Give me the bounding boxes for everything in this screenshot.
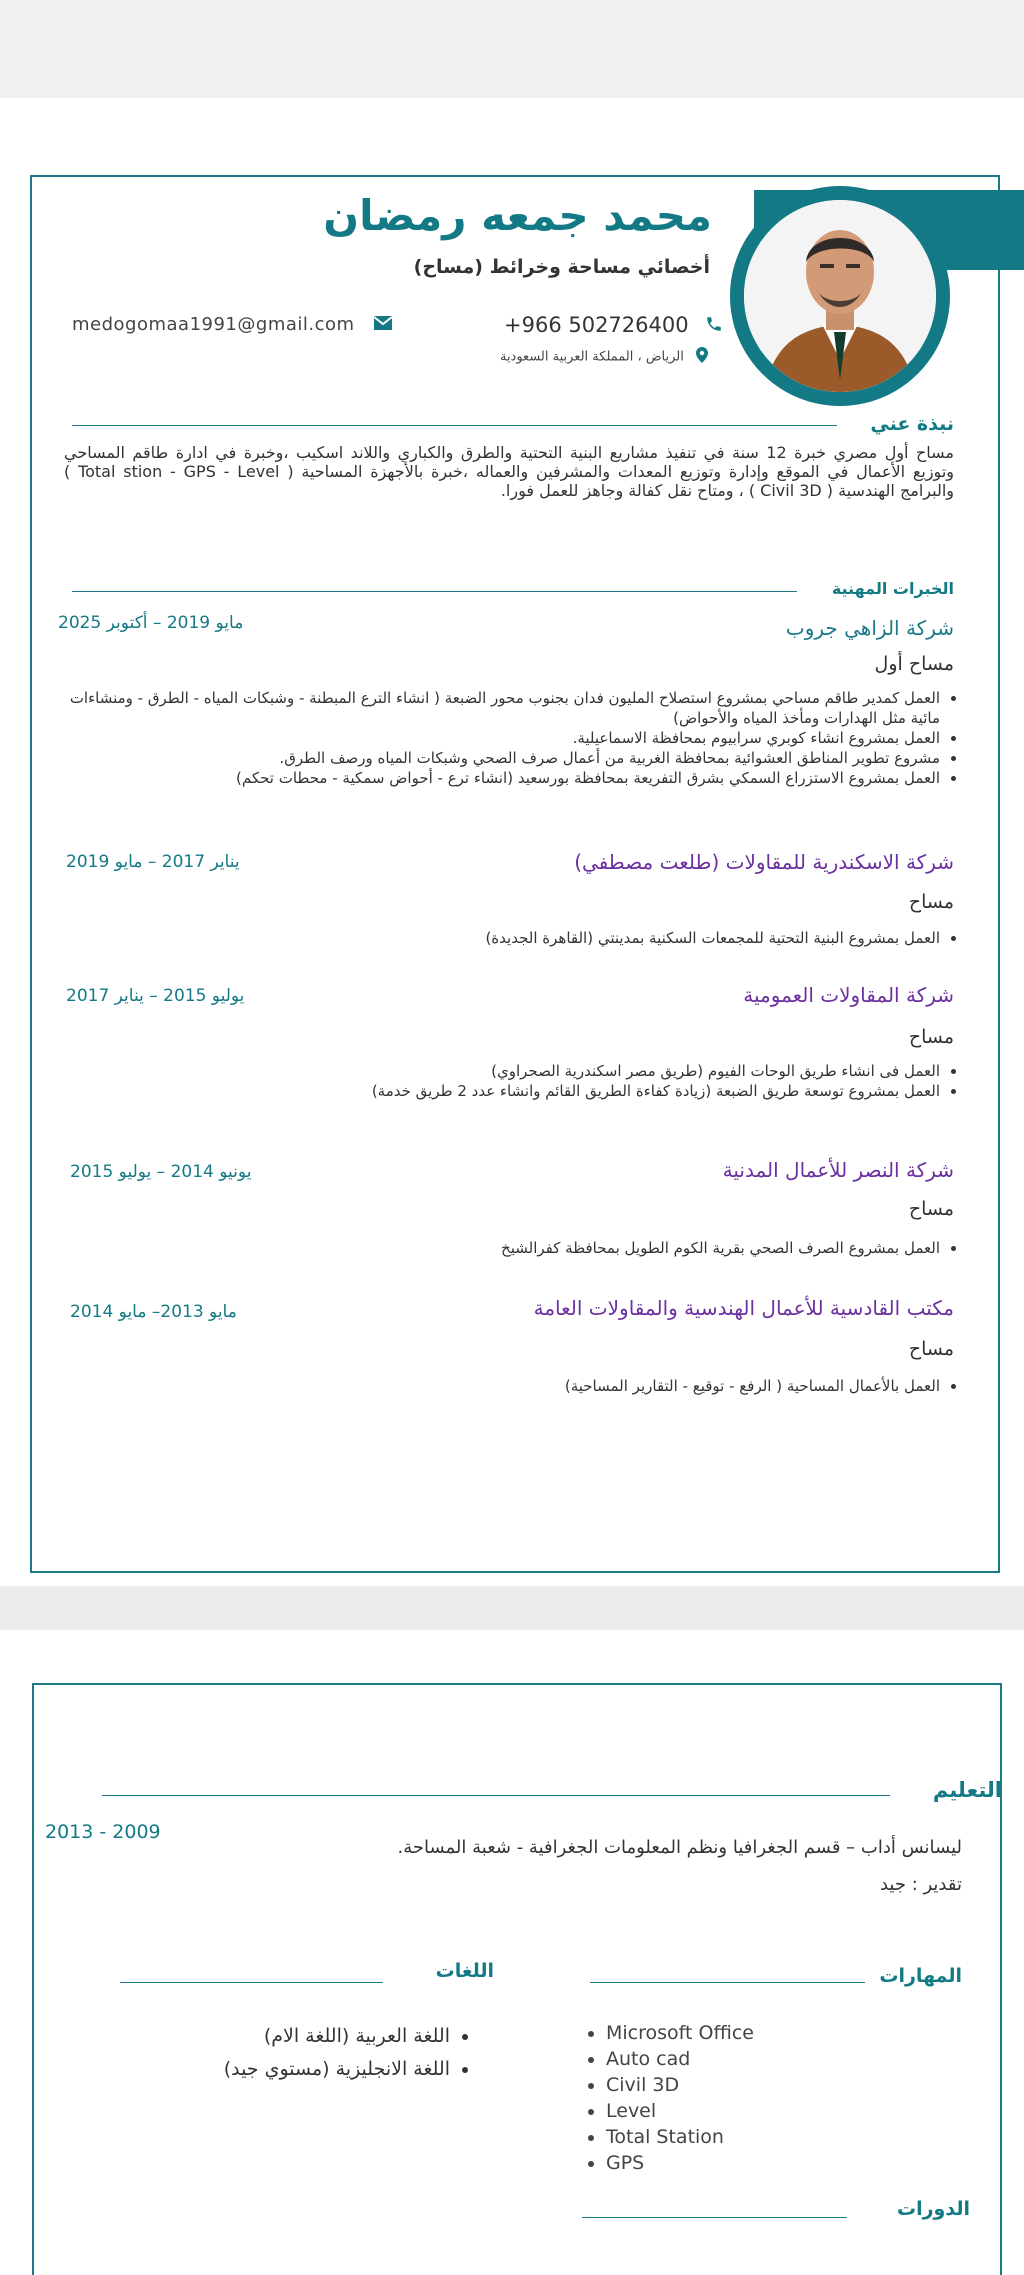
job-dates: مايو 2019 – أكتوبر 2025: [58, 613, 244, 633]
education-dates: 2013 - 2009: [45, 1821, 161, 1843]
job-company: شركة النصر للأعمال المدنية: [722, 1158, 954, 1182]
skill-item: • Level: [606, 2098, 754, 2124]
skill-item: • GPS: [606, 2150, 754, 2176]
viewer-background-top: [0, 0, 1024, 98]
phone-contact: [504, 313, 723, 338]
list-item: • العمل بمشروع البنية التحتية للمجمعات السكنية بمدينتي (القاهرة الجديدة): [80, 928, 940, 948]
job-role: مساح: [908, 1338, 954, 1360]
job-title: أخصائي مساحة وخرائط (مساح): [413, 256, 710, 278]
list-item: • العمل بمشروع انشاء كوبري سرابيوم بمحافظة الاسماعيلية.: [60, 728, 940, 748]
courses-heading: الدورات: [897, 2198, 970, 2220]
job-bullets: [80, 928, 958, 948]
skills-list: [588, 2020, 754, 2176]
languages-heading: اللغات: [435, 1960, 494, 1982]
courses-divider: [582, 2217, 847, 2218]
job-role: مساح: [908, 891, 954, 913]
job-dates: يناير 2017 – مايو 2019: [66, 852, 240, 872]
list-item: • العمل بمشروع توسعة طريق الضبعة (زيادة كفاءة الطريق القائم وانشاء عدد 2 طريق خدمة): [80, 1081, 940, 1101]
job-dates: مايو 2013– مايو 2014: [70, 1302, 237, 1322]
language-item: • اللغة العربية (اللغة الام): [130, 2020, 450, 2053]
job-bullets: [80, 1376, 958, 1396]
job-dates: يوليو 2015 – يناير 2017: [66, 986, 245, 1006]
list-item: • العمل بالأعمال المساحية ( الرفع - توقيع - التقارير المساحية): [80, 1376, 940, 1396]
job-role: مساح: [908, 1026, 954, 1048]
cv-page-2: [0, 1630, 1024, 2275]
education-divider: [102, 1795, 890, 1796]
email-contact[interactable]: [72, 314, 393, 336]
education-heading: التعليم: [932, 1778, 1002, 1802]
job-company: مكتب القادسية للأعمال الهندسية والمقاولات العامة: [533, 1296, 954, 1320]
phone-number: +966 502726400: [504, 313, 689, 337]
list-item: • العمل كمدير طاقم مساحي بمشروع استصلاح المليون فدان بجنوب محور الضبعة ( انشاء الترع المبطنة - وشبكات المياه - الطرق - ومنشاءات مائية مثل الهدارات ومأخذ المياه والأحواض): [60, 688, 940, 728]
candidate-name: محمد جمعه رمضان: [323, 191, 712, 240]
languages-divider: [120, 1982, 383, 1983]
skills-divider: [590, 1982, 865, 1983]
job-bullets: [80, 1238, 958, 1258]
skills-heading: المهارات: [879, 1965, 962, 1987]
job-bullets: [80, 1061, 958, 1101]
location: [500, 347, 708, 367]
education-grade: تقدير : جيد: [879, 1874, 962, 1895]
page-border: [32, 1683, 1002, 2275]
language-item: • اللغة الانجليزية (مستوي جيد): [130, 2053, 450, 2086]
skill-item: • Total Station: [606, 2124, 754, 2150]
job-company: شركة المقاولات العمومية: [743, 983, 954, 1007]
skill-item: • Auto cad: [606, 2046, 754, 2072]
list-item: • مشروع تطوير المناطق العشوائية بمحافظة الغربية من أعمال صرف الصحي وشبكات المياه ورصف الطرق.: [60, 748, 940, 768]
cv-page-1: [0, 98, 1024, 1586]
job-dates: يونيو 2014 – يوليو 2015: [70, 1162, 252, 1182]
job-company: شركة الاسكندرية للمقاولات (طلعت مصطفي): [574, 850, 954, 874]
email-address[interactable]: medogomaa1991@gmail.com: [72, 314, 355, 335]
about-divider: [72, 425, 837, 426]
job-bullets: [60, 688, 958, 788]
experience-divider: [72, 591, 797, 592]
list-item: • العمل بمشروع الاستزراع السمكي بشرق التفريعة بمحافظة بورسعيد (انشاء ترع - أحواض سمكية - محطات تحكم): [60, 768, 940, 788]
education-degree: ليسانس أداب – قسم الجغرافيا ونظم المعلومات الجغرافية - شعبة المساحة.: [397, 1837, 962, 1858]
profile-photo: [744, 200, 936, 392]
about-heading: نبذة عني: [870, 413, 954, 435]
job-role: مساح أول: [874, 653, 954, 675]
skill-item: • Microsoft Office: [606, 2020, 754, 2046]
list-item: • العمل بمشروع الصرف الصحي بقرية الكوم الطويل بمحافظة كفرالشيخ: [80, 1238, 940, 1258]
location-pin-icon: [696, 347, 708, 367]
phone-icon: [705, 314, 723, 338]
job-company: شركة الزاهي جروب: [785, 616, 954, 640]
about-text: مساح أول مصري خبرة 12 سنة في تنفيذ مشاريع البنية التحتية والطرق والكباري واللاند اسكيب ،وخبرة في ادارة طاقم المساحي وتوزيع الأعمال في الموقع وإدارة وتوزيع المعدات والمشرفين والعماله ،خبرة بالأجهزة المساحية ( Total stion - GPS - Level ) والبرامج الهندسية ( Civil 3D ) ، ومتاح نقل كفالة وجاهز للعمل فورا.: [64, 443, 955, 500]
languages-list: [130, 2020, 470, 2086]
email-icon: [373, 315, 393, 336]
experience-heading: الخبرات المهنية: [831, 579, 954, 598]
skill-item: • Civil 3D: [606, 2072, 754, 2098]
location-text: الرياض ، المملكة العربية السعودية: [499, 349, 684, 365]
job-role: مساح: [908, 1198, 954, 1220]
list-item: • العمل فى انشاء طريق الوحات الفيوم (طريق مصر اسكندرية الصحراوي): [80, 1061, 940, 1081]
